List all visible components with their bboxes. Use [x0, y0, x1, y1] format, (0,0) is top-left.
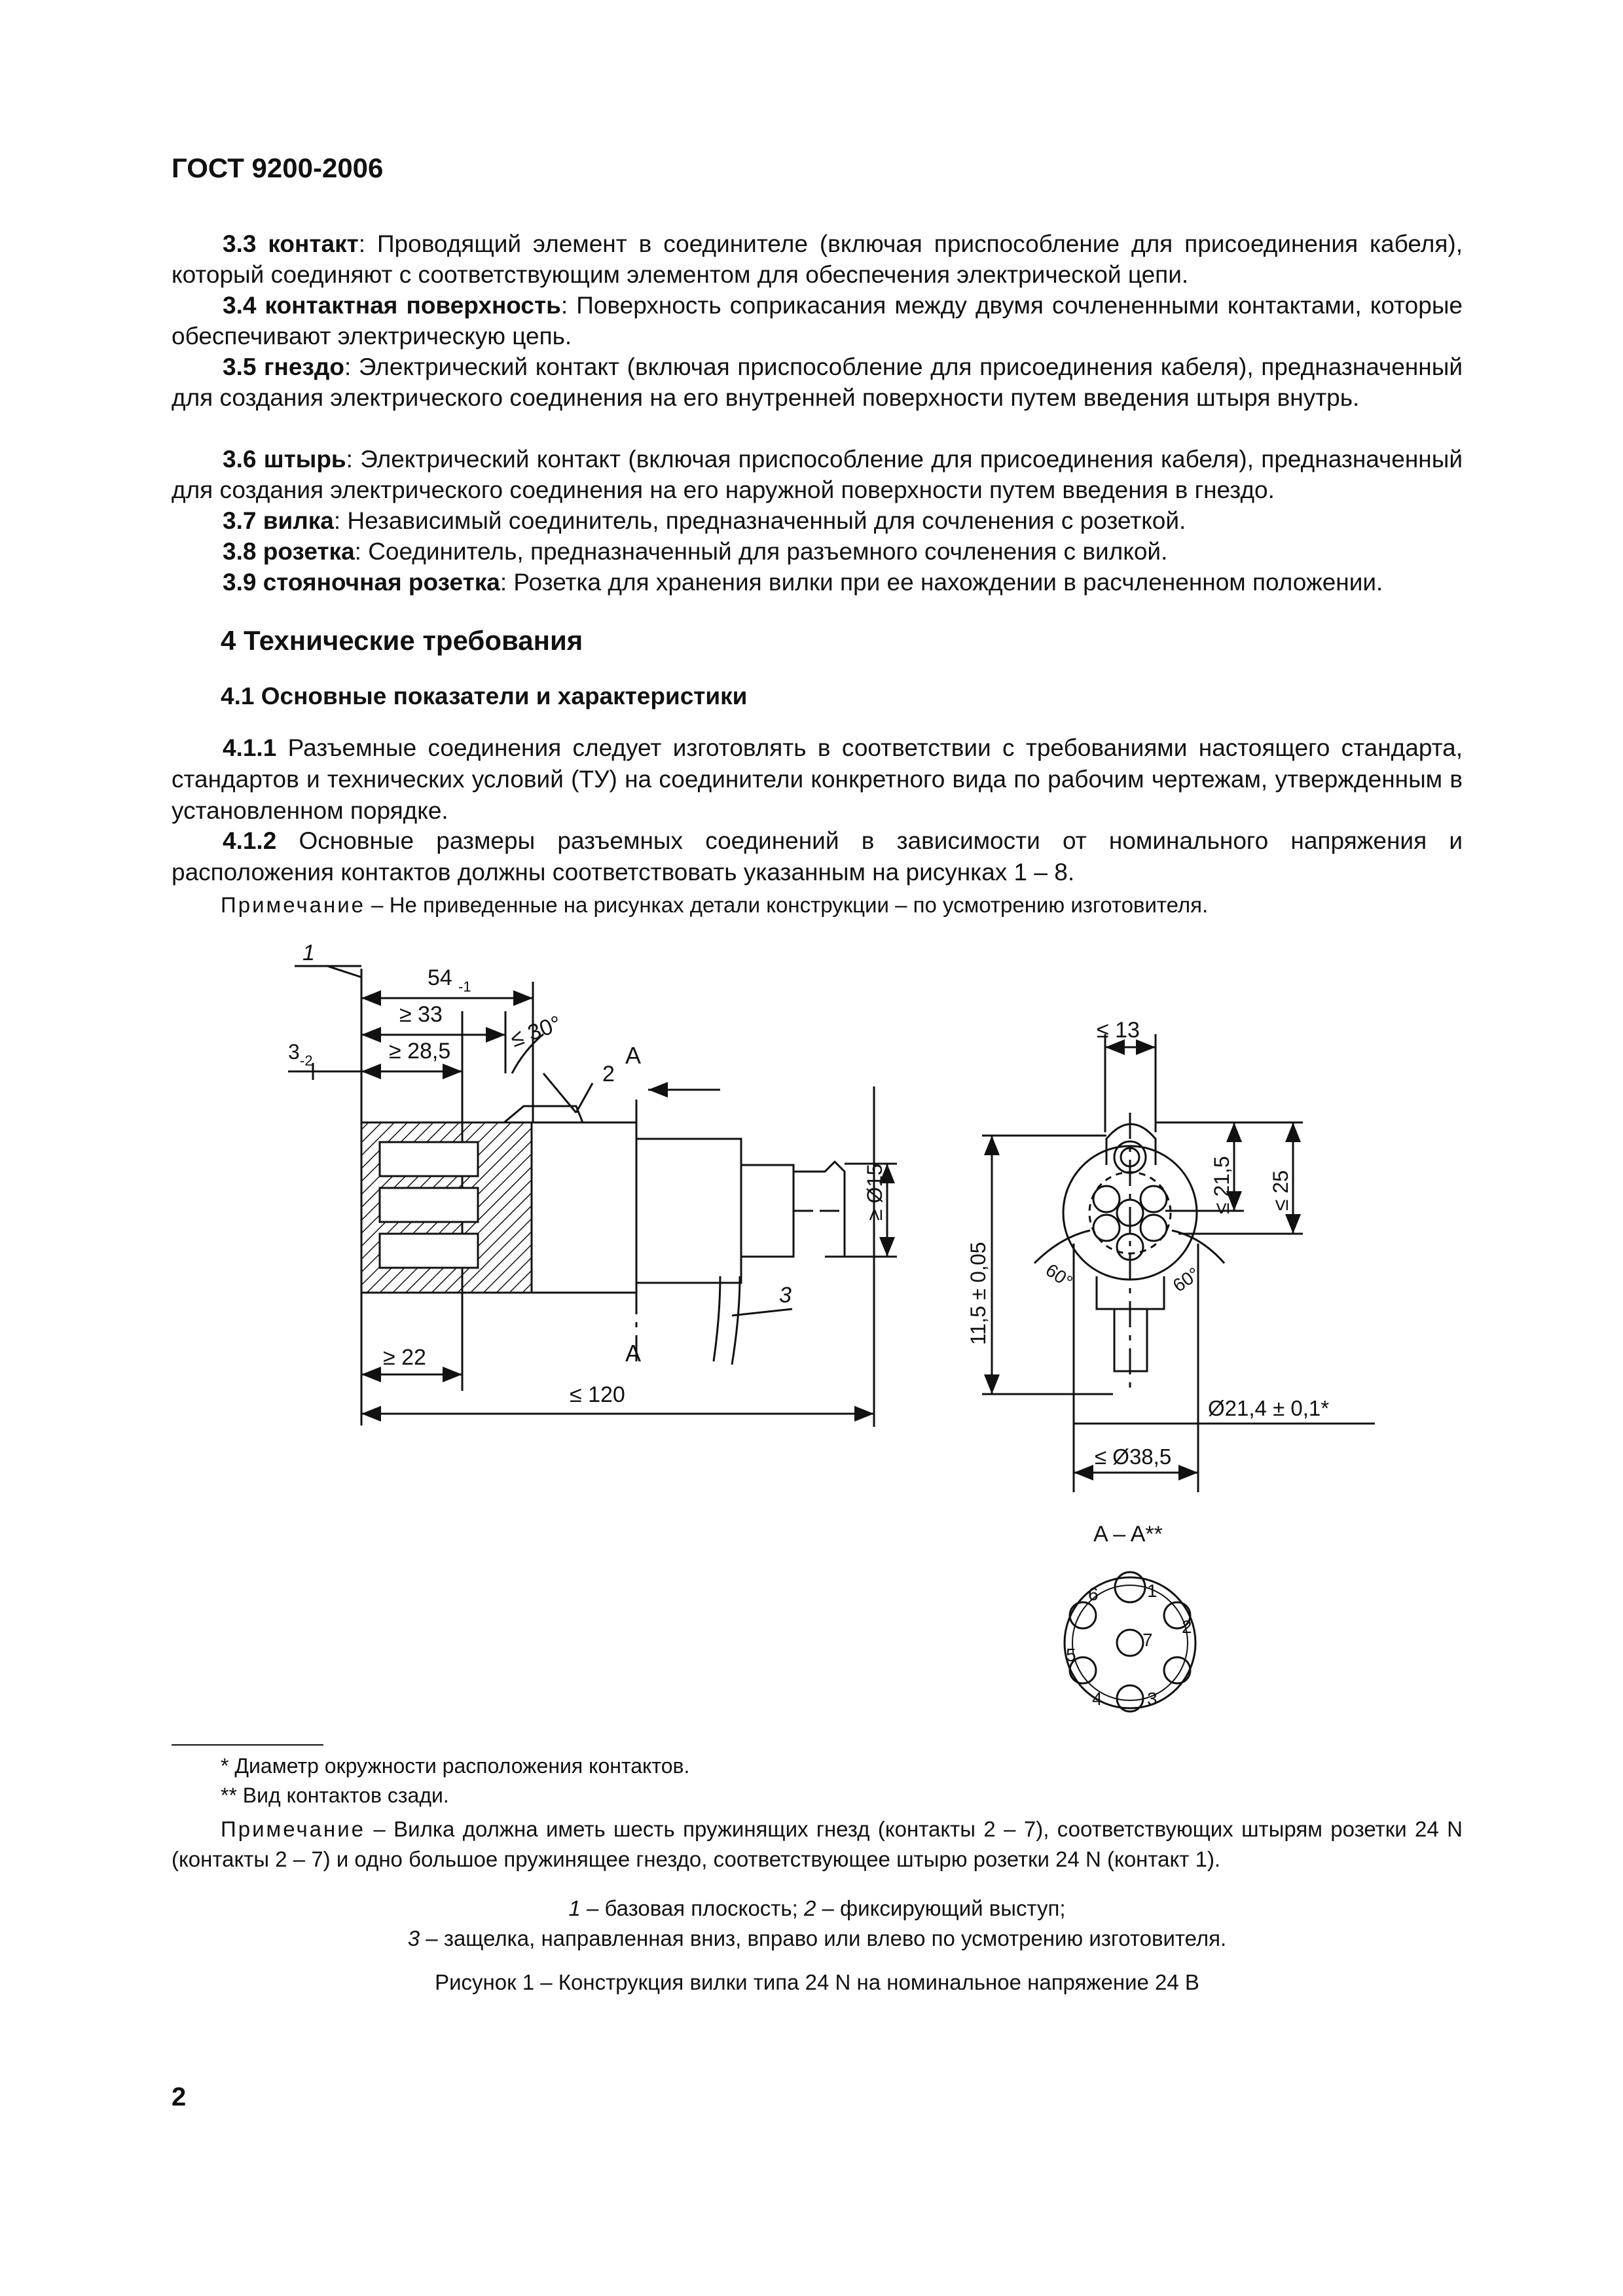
dimension-label: ≤ 13 [1097, 1018, 1140, 1043]
paragraph-text: Основные размеры разъемных соединений в зависимости от номинального напряжения и расположения контактов должны соответствовать указанным на рисунках 1 – 8. [172, 827, 1463, 886]
section-mark: A [625, 1042, 642, 1069]
contact-number: 5 [1066, 1645, 1076, 1665]
figure-legend-line-1 [172, 1896, 1463, 1921]
legend-text: – защелка, направленная вниз, вправо или влево по усмотрению изготовителя. [420, 1926, 1227, 1950]
definition-term: стояночная розетка [263, 569, 500, 596]
definition-text: : Проводящий элемент в соединителе (включая приспособление для присоединения кабеля), который соединяют с соответствующим элементом для обеспечения электрической цепи. [172, 230, 1463, 288]
contact-number: 3 [1147, 1689, 1158, 1709]
footnote-separator [172, 1744, 323, 1746]
angle-label: ≤ 30° [507, 1011, 565, 1052]
paragraph-text: Разъемные соединения следует изготовлять в соответствии с требованиями настоящего стандарта, стандартов и технических условий (ТУ) на соединители конкретного вида по рабочим чертежам, утвержденным в установленном порядке. [172, 734, 1463, 824]
definition-text: : Электрический контакт (включая приспособление для присоединения кабеля), предназначенный для создания электрического соединения на его внутренней поверхности путем введения штыря внутрь. [172, 353, 1463, 411]
note-text: – Вилка должна иметь шесть пружинящих гнезд (контакты 2 – 7), соответствующих штырям розетки 24 N (контакты 2 – 7) и одно большое пружинящее гнездо, соответствующее штырю розетки 24 N (контакт 1). [172, 1817, 1463, 1871]
dimension-tolerance: -2 [300, 1052, 313, 1069]
figure-legend-line-2 [172, 1926, 1463, 1951]
contact-number: 6 [1088, 1584, 1099, 1604]
definition-number: 3.4 [223, 292, 257, 319]
leader-label: 1 [302, 941, 315, 965]
definition-number: 3.3 [223, 230, 257, 257]
dimension-label: ≤ 21,5 [1210, 1156, 1233, 1214]
note-text: – Не приведенные на рисунках детали конструкции – по усмотрению изготовителя. [365, 893, 1209, 917]
section-view-title: A – A** [1093, 1522, 1163, 1547]
contact-number: 7 [1142, 1630, 1153, 1650]
definition-term: штырь [263, 446, 346, 473]
dimension-label: ≤ 25 [1269, 1170, 1292, 1211]
definition-number: 3.6 [223, 446, 257, 473]
contact-number: 2 [1182, 1617, 1192, 1637]
front-view [982, 1034, 1375, 1492]
contact-number: 4 [1092, 1689, 1103, 1709]
paragraph-number: 4.1.1 [223, 734, 277, 761]
figure-caption: Рисунок 1 – Конструкция вилки типа 24 N на номинальное напряжение 24 В [435, 1970, 1199, 1994]
definition-number: 3.8 [223, 538, 257, 565]
note-label: Примечание [221, 1817, 366, 1841]
dimension-label: ≥ Ø15 [863, 1164, 886, 1221]
dimension-label: ≥ 28,5 [389, 1039, 451, 1064]
definition-text: : Поверхность соприкасания между двумя сочлененными контактами, которые обеспечивают электрическую цепь. [172, 292, 1463, 350]
definition-term: гнездо [264, 353, 344, 380]
dimension-label: Ø21,4 ± 0,1* [1208, 1396, 1330, 1420]
definition-number: 3.9 [223, 569, 257, 596]
leader-label: 2 [602, 1062, 615, 1086]
document-header: ГОСТ 9200-2006 [172, 152, 384, 183]
definition-text: : Электрический контакт (включая приспособление для присоединения кабеля), предназначенный для создания электрического соединения на его наружной поверхности путем введения в гнездо. [172, 446, 1463, 503]
page-number: 2 [172, 2083, 187, 2111]
definition-text: : Независимый соединитель, предназначенный для сочленения с розеткой. [333, 507, 1186, 534]
definition-number: 3.5 [223, 353, 257, 380]
definition-term: контактная поверхность [264, 292, 561, 319]
dimension-label: ≥ 22 [383, 1345, 426, 1370]
note-label: Примечание [221, 893, 366, 917]
dimension-label: ≥ 33 [399, 1002, 443, 1027]
section-view [1065, 1572, 1195, 1712]
definition-number: 3.7 [223, 507, 257, 534]
leader-label: 3 [779, 1283, 792, 1308]
side-view [288, 966, 897, 1427]
legend-text: – фиксирующий выступ; [816, 1896, 1066, 1920]
dimension-label: ≤ 120 [570, 1382, 625, 1407]
legend-number: 3 [407, 1926, 420, 1950]
definition-text: : Розетка для хранения вилки при ее нахождении в расчлененном положении. [500, 569, 1383, 596]
angle-label: 60° [1169, 1263, 1204, 1296]
paragraph-number: 4.1.2 [223, 827, 277, 854]
dimension-label: 54 [428, 965, 452, 990]
angle-label: 60° [1042, 1259, 1077, 1293]
legend-number: 1 [568, 1896, 581, 1920]
section-mark: A [625, 1340, 642, 1367]
legend-number: 2 [803, 1896, 816, 1920]
definition-term: вилка [263, 507, 334, 534]
definition-text: : Соединитель, предназначенный для разъемного сочленения с вилкой. [354, 538, 1168, 565]
dimension-tolerance: -1 [458, 978, 471, 995]
contact-number: 1 [1147, 1581, 1158, 1601]
subsection-title: 4.1 Основные показатели и характеристики [221, 683, 748, 709]
definition-term: розетка [263, 538, 355, 565]
legend-text: – базовая плоскость; [580, 1896, 804, 1920]
dimension-label: ≤ Ø38,5 [1095, 1444, 1172, 1469]
footnote-2: ** Вид контактов сзади. [221, 1784, 449, 1807]
dimension-label: 3 [288, 1040, 300, 1064]
section-title: 4 Технические требования [221, 625, 583, 656]
definition-term: контакт [268, 230, 359, 257]
figure-note [172, 1814, 1463, 1874]
footnote-1: * Диаметр окружности расположения контактов. [221, 1754, 690, 1778]
dimension-label: 11,5 ± 0,05 [966, 1242, 990, 1345]
